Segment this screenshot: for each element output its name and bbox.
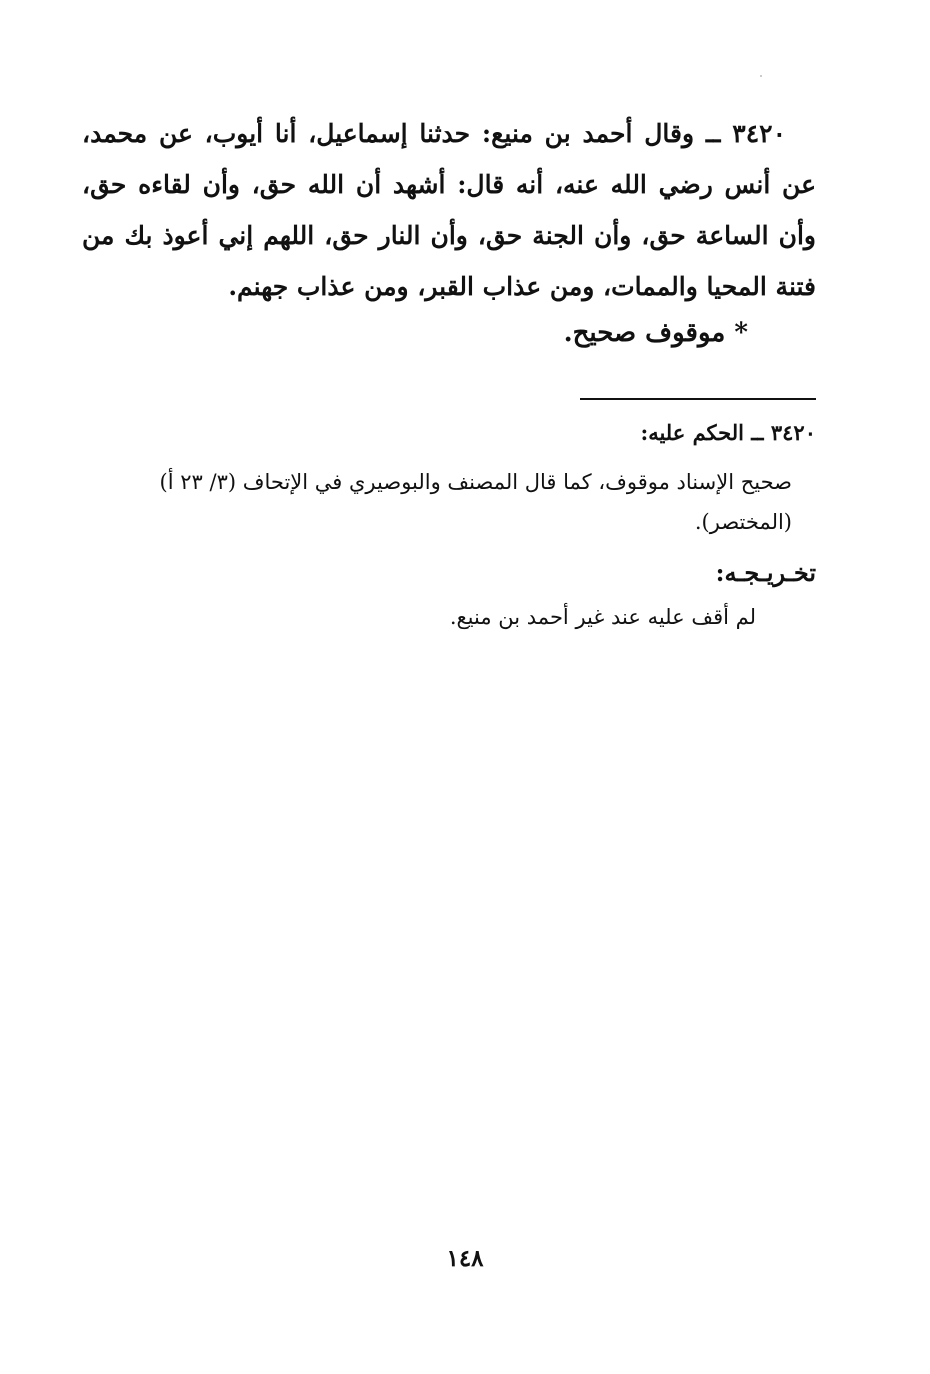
footnote-divider	[580, 398, 816, 400]
hadith-text: وقال أحمد بن منيع: حدثنا إسماعيل، أنا أيوب، عن محمد، عن أنس رضي الله عنه، أنه قال: أشهد أن الله حق، وأن لقاءه حق، وأن الساعة حق، وأن الجنة حق، وأن النار حق، اللهم إني أعوذ بك من فتنة المحيا والممات، ومن عذاب القبر، ومن عذاب جهنم.	[82, 119, 816, 301]
hadith-number: ٣٤٢٠	[732, 119, 786, 148]
hadith-paragraph	[82, 108, 816, 312]
verdict-marker: *	[734, 318, 748, 348]
hadith-dash: ــ	[705, 119, 721, 148]
scan-speck	[760, 75, 762, 77]
page-number: ١٤٨	[446, 1245, 484, 1272]
verdict-text: موقوف صحيح.	[563, 318, 726, 348]
takhrij-heading: تخـريـجـه:	[715, 558, 816, 587]
footnote-heading: ٣٤٢٠ ــ الحكم عليه:	[640, 420, 816, 445]
footnote-body: صحيح الإسناد موقوف، كما قال المصنف والبوصيري في الإتحاف (٣/ ٢٣ أ) (المختصر).	[159, 470, 792, 534]
verdict-line	[564, 318, 748, 348]
takhrij-body: لم أقف عليه عند غير أحمد بن منيع.	[449, 605, 756, 629]
